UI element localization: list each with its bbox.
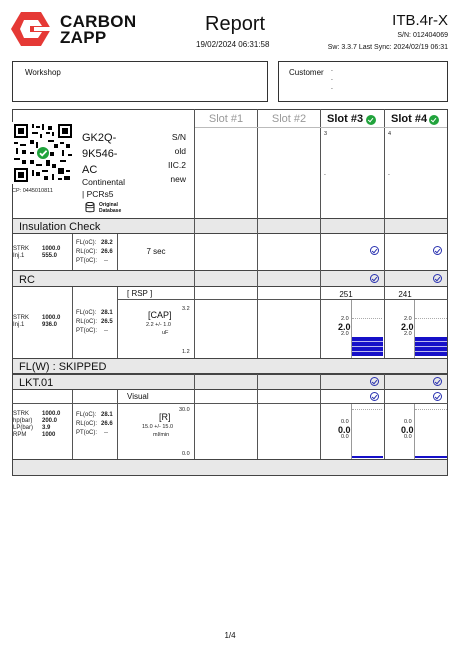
flw-section	[12, 358, 448, 374]
rc-strk-value: 1000.0	[42, 315, 61, 321]
lkt-hp-value: 200.0	[42, 418, 58, 424]
slot-3-rc-pass-icon	[370, 274, 379, 283]
insulation-check-section	[12, 218, 448, 234]
slot-4-dash: -	[388, 172, 390, 178]
database-icon	[85, 202, 95, 213]
rc-fl-value: 28.1	[101, 310, 113, 316]
slot-2-header: Slot #2	[271, 113, 307, 125]
injector-brand-line: Continental	[82, 177, 126, 187]
rc-inj-label: Inj.1	[13, 322, 25, 328]
rc-s3-v1: 2.0	[341, 316, 349, 322]
injector-brand-line: | PCRs5	[82, 189, 114, 199]
lkt-rpm-label: RPM	[13, 432, 27, 438]
pt-label: PT(oC):	[76, 258, 97, 264]
db-line2: Database	[99, 208, 122, 214]
rl-value: 26.6	[101, 249, 113, 255]
r-scale-top: 30.0	[179, 407, 190, 413]
sn-line: IIC.2	[168, 160, 186, 170]
slot-3-rsp-value: 251	[339, 290, 353, 299]
slot-4-ok-icon	[429, 115, 439, 125]
report-datetime: 19/02/2024 06:31:58	[196, 40, 270, 49]
lkt-rl-label: RL(oC):	[76, 421, 98, 427]
rc-strk-label: STRK	[13, 315, 30, 321]
lkt-fl-label: FL(oC):	[76, 412, 97, 418]
workshop-box	[12, 61, 268, 102]
rsp-label: [ RSP ]	[127, 289, 153, 298]
cap-unit: uF	[162, 330, 169, 336]
r-range: 15.0 +/- 15.0	[142, 424, 174, 430]
slot-3-number: 3	[324, 131, 328, 137]
rc-slot-3-bar	[352, 337, 383, 356]
customer-line: -	[331, 68, 333, 74]
slot-4-rc-pass-icon	[433, 274, 442, 283]
pt-value: --	[104, 258, 108, 264]
rc-fl-label: FL(oC):	[76, 310, 97, 316]
cp-code: CP: 0445010811	[12, 188, 53, 194]
brand-line2: ZAPP	[60, 28, 107, 47]
flw-title: FL(W) : SKIPPED	[19, 361, 107, 373]
cap-scale-top: 3.2	[182, 306, 190, 312]
r-label: [R]	[159, 412, 171, 422]
inj-value: 555.0	[42, 253, 58, 259]
lkt-lp-value: 3.9	[42, 425, 51, 431]
rc-title: RC	[19, 274, 35, 286]
visual-label: Visual	[127, 392, 149, 401]
injector-code-line: AC	[82, 164, 98, 176]
device-serial: S/N: 012404069	[397, 32, 448, 39]
slot-3-dash: -	[324, 172, 326, 178]
device-model: ITB.4r-X	[392, 12, 448, 29]
lkt-slot-3-bar	[352, 456, 383, 458]
lkt-s3-v1: 0.0	[341, 419, 349, 425]
customer-line: -	[331, 86, 333, 92]
lkt-rpm-value: 1000	[42, 432, 56, 438]
page-number: 1/4	[224, 631, 236, 640]
rc-section	[12, 270, 448, 287]
slot-4-visual-pass-icon	[433, 392, 442, 401]
insulation-check-title: Insulation Check	[19, 221, 101, 233]
slot-4-rsp-value: 241	[398, 290, 412, 299]
lkt-title: LKT.01	[19, 377, 54, 389]
customer-box	[278, 61, 448, 102]
rc-pt-value: --	[104, 328, 108, 334]
lkt-strk-value: 1000.0	[42, 411, 61, 417]
lkt-s3-v2: 0.0	[338, 425, 351, 435]
software-sync: Sw: 3.3.7 Last Sync: 2024/02/19 06:31	[327, 44, 448, 51]
slot-3-ok-icon	[366, 115, 376, 125]
lkt-rl-value: 26.6	[101, 421, 113, 427]
carbon-zapp-logo-icon	[11, 12, 51, 46]
lkt-hp-label: hp(bar)	[13, 418, 33, 424]
slot-3-header: Slot #3	[327, 113, 364, 125]
rc-s4-v3: 2.0	[404, 331, 412, 337]
qr-code-icon	[12, 122, 74, 184]
slot-4-lkt-pass-icon	[433, 377, 442, 386]
rc-slot-4-bar	[415, 337, 447, 356]
lkt-s4-v3: 0.0	[404, 434, 412, 440]
slot-3-visual-pass-icon	[370, 392, 379, 401]
rc-pt-label: PT(oC):	[76, 328, 97, 334]
rc-inj-value: 936.0	[42, 322, 58, 328]
rc-rl-value: 26.5	[101, 319, 113, 325]
bottom-band	[12, 459, 448, 476]
workshop-label: Workshop	[25, 68, 61, 77]
customer-label: Customer	[289, 68, 324, 77]
page-title: Report	[205, 13, 266, 35]
slot-4-number: 4	[388, 131, 392, 137]
lkt-section	[12, 374, 448, 390]
rc-rl-label: RL(oC):	[76, 319, 98, 325]
lkt-slot-4-bar	[415, 456, 447, 458]
cap-scale-bottom: 1.2	[182, 349, 190, 355]
brand-line1: CARBON	[60, 12, 137, 31]
rl-label: RL(oC):	[76, 249, 98, 255]
sn-line: new	[170, 174, 186, 184]
customer-line: -	[331, 77, 333, 83]
inj-label: Inj.1	[13, 253, 25, 259]
cap-label: [CAP]	[148, 310, 172, 320]
rc-s4-v2: 2.0	[401, 322, 414, 332]
lkt-fl-value: 28.1	[101, 412, 113, 418]
sn-line: S/N	[171, 132, 186, 142]
lkt-pt-label: PT(oC):	[76, 430, 97, 436]
rc-s3-v2: 2.0	[338, 322, 351, 332]
fl-label: FL(oC):	[76, 240, 97, 246]
lkt-s4-v1: 0.0	[404, 419, 412, 425]
lkt-strk-label: STRK	[13, 411, 30, 417]
cap-range: 2.2 +/- 1.0	[146, 322, 171, 328]
strk-value: 1000.0	[42, 246, 61, 252]
slot-4-insulation-pass-icon	[433, 246, 442, 255]
slot-1-header: Slot #1	[208, 113, 244, 125]
r-scale-bottom: 0.0	[182, 451, 190, 457]
lkt-s3-v3: 0.0	[341, 434, 349, 440]
strk-label: STRK	[13, 246, 30, 252]
slot-3-insulation-pass-icon	[370, 246, 379, 255]
rc-s3-v3: 2.0	[341, 331, 349, 337]
injector-code-line: GK2Q-	[82, 132, 117, 144]
sn-line: old	[174, 146, 186, 156]
db-line1: Original	[99, 202, 118, 208]
lkt-pt-value: --	[104, 430, 108, 436]
slot-3-lkt-pass-icon	[370, 377, 379, 386]
fl-value: 28.2	[101, 240, 113, 246]
insulation-time: 7 sec	[146, 247, 166, 256]
rc-s4-v1: 2.0	[404, 316, 412, 322]
lkt-s4-v2: 0.0	[401, 425, 414, 435]
slot-4-header: Slot #4	[391, 113, 428, 125]
lkt-lp-label: LP(bar)	[13, 425, 34, 431]
injector-code-line: 9K546-	[82, 148, 118, 160]
r-unit: ml/min	[153, 432, 170, 438]
